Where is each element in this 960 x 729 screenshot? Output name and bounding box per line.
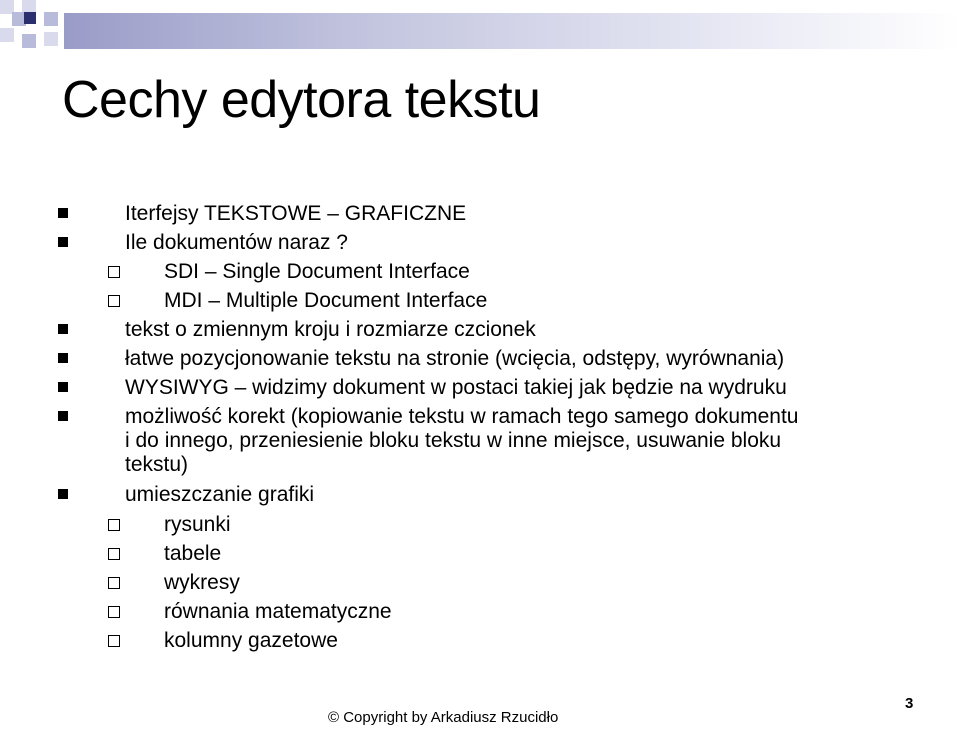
bullet-item: Ile dokumentów naraz ? [125, 231, 348, 255]
hollow-square-bullet-icon [108, 606, 120, 618]
sub-bullet-item: równania matematyczne [164, 600, 392, 624]
bullet-item: tekst o zmiennym kroju i rozmiarze czcionek [125, 318, 536, 342]
square-bullet-icon [58, 489, 68, 499]
bullet-item-continuation: tekstu) [125, 453, 189, 476]
bullet-item: możliwość korekt (kopiowanie tekstu w ramach tego samego dokumentu [125, 405, 798, 429]
square-bullet-icon [58, 382, 68, 392]
copyright-footer: © Copyright by Arkadiusz Rzucidło [328, 709, 559, 726]
bullet-item: Iterfejsy TEKSTOWE – GRAFICZNE [125, 202, 466, 226]
sub-bullet-item: SDI – Single Document Interface [164, 260, 470, 284]
hollow-square-bullet-icon [108, 295, 120, 307]
hollow-square-bullet-icon [108, 635, 120, 647]
page-number: 3 [905, 695, 914, 712]
sub-bullet-item: rysunki [164, 513, 231, 537]
square-bullet-icon [58, 324, 68, 334]
bullet-item: WYSIWYG – widzimy dokument w postaci takiej jak będzie na wydruku [125, 376, 787, 400]
hollow-square-bullet-icon [108, 519, 120, 531]
sub-bullet-item: MDI – Multiple Document Interface [164, 289, 487, 313]
hollow-square-bullet-icon [108, 266, 120, 278]
hollow-square-bullet-icon [108, 577, 120, 589]
square-bullet-icon [58, 237, 68, 247]
square-bullet-icon [58, 411, 68, 421]
bullet-item: umieszczanie grafiki [125, 483, 314, 507]
bullet-item-continuation: i do innego, przeniesienie bloku tekstu w inne miejsce, usuwanie bloku [125, 429, 782, 452]
square-bullet-icon [58, 353, 68, 363]
square-bullet-icon [58, 208, 68, 218]
bullet-item: łatwe pozycjonowanie tekstu na stronie (wcięcia, odstępy, wyrównania) [125, 347, 784, 371]
sub-bullet-item: wykresy [164, 571, 240, 595]
sub-bullet-item: tabele [164, 542, 221, 566]
sub-bullet-item: kolumny gazetowe [164, 629, 338, 653]
hollow-square-bullet-icon [108, 548, 120, 560]
slide-title: Cechy edytora tekstu [62, 71, 541, 129]
